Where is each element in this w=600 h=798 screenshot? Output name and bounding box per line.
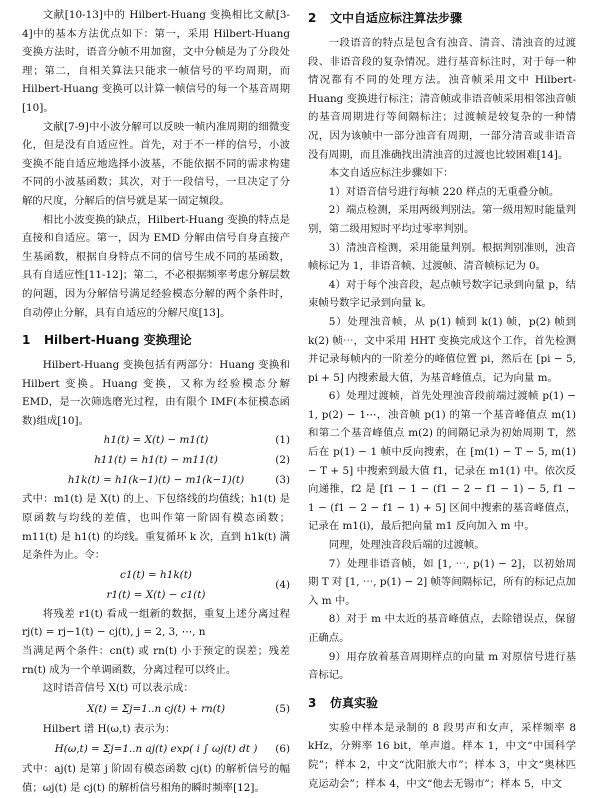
left-column: [22, 6, 290, 798]
right-column: [308, 6, 576, 793]
step-2: 2）端点检测，采用两级判别法。第一级用短时能量判别，第二级用短时平均过零率判别。: [308, 204, 576, 235]
paragraph-steps-intro: 本文自适应标注步骤如下：: [328, 167, 454, 180]
equation-body: c1(t) = h1k(t): [120, 568, 192, 581]
section-title: Hilbert-Huang 变换理论: [44, 333, 192, 348]
step-9: 9）用存放着基音周期样点的向量 m 对原信号进行基音标记。: [308, 650, 576, 682]
equation-body: h1k(t) = h1(k−1)(t) − m1(k−1)(t): [67, 474, 245, 487]
section-title: 文中自适应标注算法步骤: [330, 11, 463, 25]
paragraph-hht-intro: Hilbert-Huang 变换包括有两部分：Huang 变换和 Hilbert 变换。Huang 变换，又称为经验模态分解 EMD，是一次筛选磨光过程，由有限个 IMF(本征模态函数)组成[10]。: [22, 359, 290, 427]
equation-1: [22, 430, 290, 450]
paragraph-residual: 将残差 r1(t) 看成一组新的数据，重复上述分离过程 rj(t) = rj−1(t) − cj(t), j = 2, 3, ⋯, n: [22, 607, 290, 639]
equation-5: [22, 698, 290, 720]
equation-number: (6): [275, 743, 290, 756]
step-1: 1）对语音信号进行每帧 220 样点的无重叠分帧。: [328, 185, 560, 198]
equation-body: r1(t) = X(t) − c1(t): [106, 588, 206, 601]
equation-body: h1(t) = X(t) − m1(t): [103, 434, 209, 447]
paragraph-wavelet: 文献[7-9]中小波分解可以反映一帧内准周期的细微变化，但是没有自适应性。首先，对于不一样的信号，小波变换不能自适应地选择小波基，不能依据不同的需求构建不同的小波基函数；其次，对于一段信号，一旦决定了分解的尺度，分解后的信号就是某一固定频段。: [22, 120, 290, 207]
section-number: 1: [22, 333, 31, 348]
step-3: 3）清浊音检测，采用能量判别。根据判别准则，浊音帧标记为 1，非语音帧、过渡帧、清音帧标记为 0。: [308, 241, 576, 273]
step-7: 7）处理非语音帧，如 [1, ⋯, p(1) − 2]，以初始周期 T 对 [1, ⋯, p(1) − 2] 帧等间隔标记，所有的标记点加入 m 中。: [308, 557, 577, 607]
equation-2: [22, 450, 290, 470]
paragraph-speech-features: 一段语音的特点是包含有浊音、清音、清浊音的过渡段、非语音段的复杂情况。进行基音标注时，对于每一种情况都有不同的处理方法。浊音帧采用文中 Hilbert-Huang 变换进行标注；清音帧或非语音帧采用相邻浊音帧的基音周期进行等间隔标注；过渡帧是较复杂的一种情况，因为该帧中一部分浊音有周期，一部分清音或非语音没有周期，而且准确找出清浊音的过渡也比较困难[14]。: [308, 37, 576, 161]
equation-4: [22, 565, 290, 605]
section-title: 仿真实验: [330, 695, 379, 710]
step-4: 4）对于每个浊音段，起点帧号数字记录到向量 p，结束帧号数字记录到向量 k。: [308, 278, 576, 310]
equation-body: H(ω,t) = Σj=1..n aj(t) exp( i ∫ ωj(t) dt ): [54, 743, 258, 756]
paragraph-hht-features: 相比小波变换的缺点，Hilbert-Huang 变换的特点是直接和自适应。第一，因为 EMD 分解由信号自身直接产生基函数，根据自身特点不同的信号生成不同的基函数，具有自适应性[11-12]；第二，不必根据频率考虑分解层数的问题，因为分解信号满足经验模态分解的两个条件时，自动停止分解，具有自适应的分解尺度[13]。: [22, 213, 290, 319]
paragraph-hilbert-spectrum: Hilbert 谱 H(ω,t) 表示为：: [42, 722, 176, 735]
equation-number: (3): [275, 474, 290, 487]
equation-body: X(t) = Σj=1..n cj(t) + rn(t): [86, 702, 226, 715]
section-heading-1: [22, 330, 290, 350]
paragraph-stop-condition: 当满足两个条件：cn(t) 或 rn(t) 小于预定的误差；残差 rn(t) 成为一个单调函数，分离过程可以终止。: [22, 645, 290, 676]
equation-number: (2): [275, 454, 290, 467]
equation-number: (4): [275, 578, 290, 591]
equation-number: (1): [275, 434, 290, 447]
equation-number: (5): [275, 702, 290, 715]
paragraph-amplitude-explain: 式中：aj(t) 是第 j 阶固有模态函数 cj(t) 的解析信号的幅值；ωj(t) 是 cj(t) 的解析信号相角的瞬时频率[12]。: [22, 763, 290, 794]
paragraph-eq-explain: 式中：m1(t) 是 X(t) 的上、下包络线的均值线；h1(t) 是原函数与均线的差值，也叫作第一阶固有模态函数；m11(t) 是 h1(t) 的均线。重复循环 k 次，直到 h1k(t) 满足条件为止。令：: [22, 493, 290, 562]
equation-6: [22, 738, 290, 760]
step-5: 5）处理浊音帧，从 p(1) 帧到 k(1) 帧，p(2) 帧到 k(2) 帧⋯，文中采用 HHT 变换完成这个工作，首先检测并记录每帧内的一阶差分的峰值位置 pi，然后在 [pi − 5, pi + 5] 内搜索最大值，为基音峰值点，记为向量 m。: [308, 315, 576, 384]
equation-3: [22, 470, 290, 490]
paragraph-signal-repr: 这时语音信号 X(t) 可以表示成：: [42, 682, 194, 695]
paragraph-experiment-samples: 实验中样本是录制的 8 段男声和女声，采样频率 8 kHz，分辨率 16 bit，单声道。样本 1，中文“中国科学院”；样本 2，中文“沈阳旅大市”；样本 3，中文“奥林匹克运动会”；样本 4，中文“他去无锡市”；样本 5，中文: [308, 721, 576, 790]
step-8: 8）对于 m 中太近的基音峰值点，去除错误点，保留正确点。: [308, 613, 576, 644]
section-heading-3: [308, 693, 576, 713]
section-number: 3: [308, 695, 317, 710]
paragraph-similarly: 同理，处理浊音段后端的过渡帧。: [328, 539, 485, 552]
equation-body: h11(t) = h1(t) − m11(t): [94, 454, 218, 467]
section-number: 2: [308, 11, 317, 25]
step-6: 6）处理过渡帧，首先处理浊音段前端过渡帧 p(1) − 1, p(2) − 1⋯，浊音帧 p(1) 的第一个基音峰值点 m(1) 和第二个基音峰值点 m(2) 的间隔记录为初始周期 T，然后在 p(1) − 1 帧中反向搜索，在 [m(1) − T − 5, m(1) − T + 5] 中搜索到最大值 f1，记录在 m1(1) 中。依次反向递推，f2 是 [f1 − 1 − (f1 − 2 − f1 − 1) − 5, f1 − 1 − (f1 − 2 − f1 − 1) + 5] 区间中搜索的基音峰值点，记录在 m1(i)，最后把向量 m1 反向加入 m 中。: [308, 390, 576, 533]
section-heading-2: [308, 8, 576, 28]
paragraph-advantages: 文献[10-13]中的 Hilbert-Huang 变换相比文献[3-4]中的基本方法优点如下：第一，采用 Hilbert-Huang 变换方法时，语音分帧不用加窗，文中分帧是为了分段处理；第二，自相关算法只能求一帧信号的平均周期，而 Hilbert-Huang 变换可以计算一帧信号的每一个基音周期[10]。: [22, 9, 290, 114]
